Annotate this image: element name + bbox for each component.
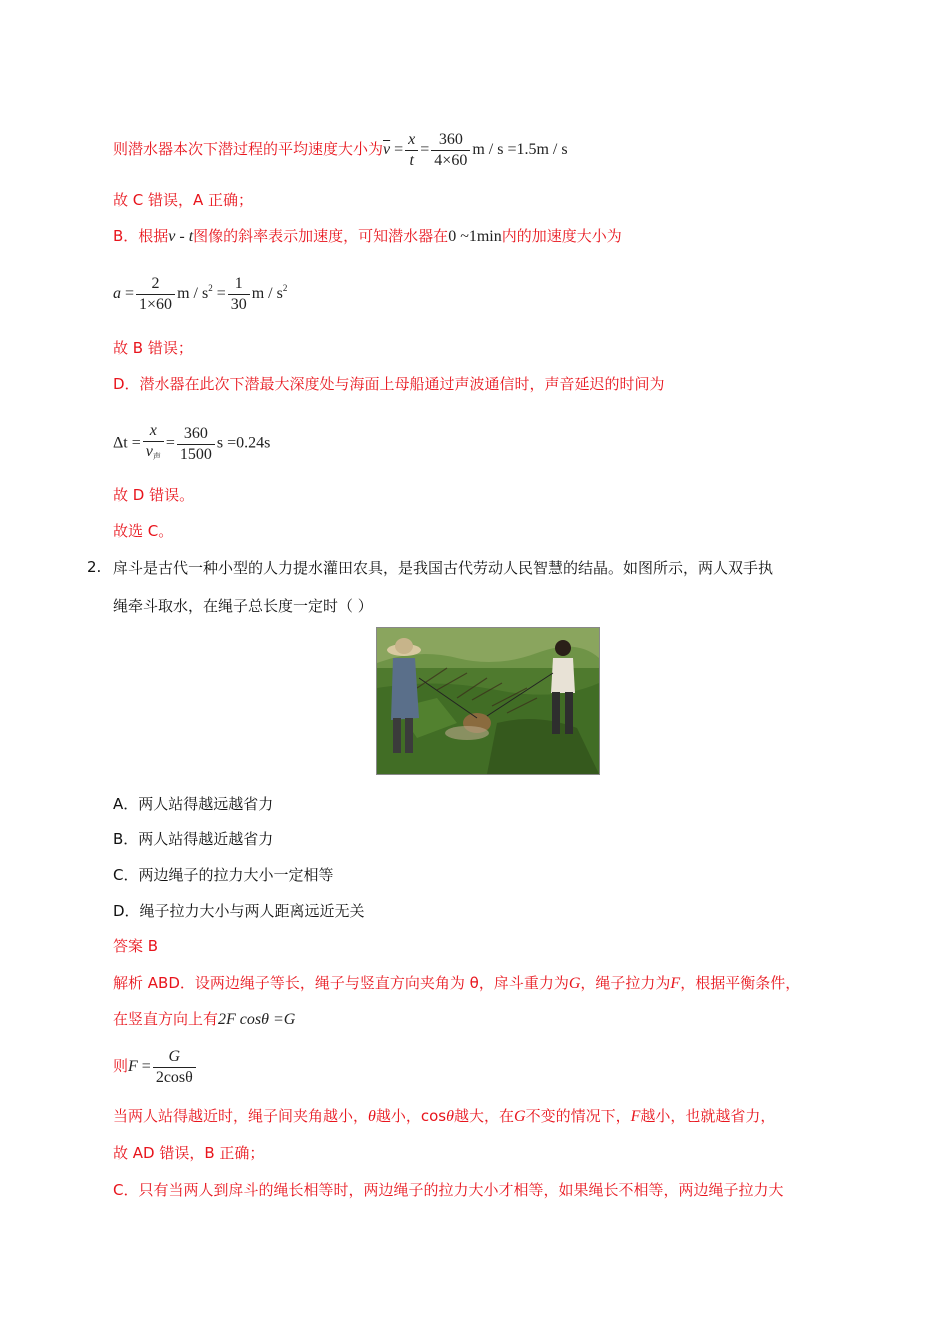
denominator: 2cosθ (155, 1069, 193, 1086)
explanation-line (113, 1009, 295, 1030)
solution-line: D．潜水器在此次下潜最大深度处与海面上母船通过声波通信时，声音延迟的时间为 (113, 375, 665, 393)
solution-text: 内的加速度大小为 (501, 227, 622, 245)
solution-line: 故 B 错误； (113, 339, 193, 357)
solution-line: 故选 C。 (113, 522, 174, 540)
question-stem: 戽斗是古代一种小型的人力提水灌田农具，是我国古代劳动人民智慧的结晶。如图所示，两人双手执 (113, 559, 774, 577)
explanation-text: 不变的情况下， (525, 1107, 631, 1125)
fraction-x-over-v (143, 421, 164, 467)
numerator: 360 (177, 424, 215, 445)
numerator: G (153, 1047, 196, 1068)
explanation-line: C．只有当两人到戽斗的绳长相等时，两边绳子的拉力大小才相等，如果绳长不相等，两边绳子拉力大 (113, 1181, 784, 1199)
var-theta: θ (368, 1108, 376, 1125)
solution-line: 故 C 错误，A 正确； (113, 191, 254, 209)
superscript: 2 (282, 283, 288, 294)
formula-time-range: 0 ~1min (448, 228, 502, 245)
equals: = (394, 141, 404, 159)
denominator: 1×60 (139, 296, 173, 313)
solution-text: 则潜水器本次下潜过程的平均速度大小为 (113, 140, 384, 159)
denominator: 1500 (179, 445, 212, 463)
denominator: t (409, 152, 414, 169)
var-g: G (568, 975, 581, 992)
explanation-text: 越小，也就越省力， (640, 1107, 776, 1125)
explanation-text: 解析 ABD．设两边绳子等长，绳子与竖直方向夹角为 θ，戽斗重力为 (113, 974, 569, 992)
explanation-text: 越大，在 (453, 1107, 514, 1125)
formula-v-t: v - t (168, 228, 194, 245)
var-theta: θ (446, 1108, 454, 1125)
denominator: 4×60 (434, 152, 468, 169)
explanation-text: ，绳子拉力为 (580, 974, 671, 992)
var-f: F (128, 1058, 138, 1076)
option-c: C．两边绳子的拉力大小一定相等 (113, 866, 334, 884)
var-f: F (630, 1108, 641, 1125)
question-stem: 绳牵斗取水，在绳子总长度一定时（ ） (113, 597, 373, 615)
option-d: D．绳子拉力大小与两人距离远近无关 (113, 902, 365, 920)
denominator: v (145, 443, 153, 460)
explanation-text: 则 (113, 1057, 129, 1076)
question-number: 2. (87, 558, 102, 576)
explanation-line (113, 1106, 775, 1127)
answer-label: 答案 B (113, 937, 159, 955)
option-a: A．两人站得越远越省力 (113, 795, 274, 813)
explanation-line: 故 AD 错误，B 正确； (113, 1144, 265, 1162)
explanation-text: 越小，cos (375, 1107, 447, 1125)
fraction-x-over-t (405, 130, 418, 171)
var-v-bar: $\overline{v}$ (383, 141, 391, 159)
unit: m / s (251, 285, 283, 303)
fraction-2-over-60 (136, 274, 175, 315)
fraction-360-over-240 (431, 130, 470, 171)
explanation-text: ，根据平衡条件， (680, 974, 801, 992)
equals: = (125, 285, 135, 303)
equals: = (165, 434, 175, 452)
formula-delay-time (113, 421, 270, 467)
solution-line: 故 D 错误。 (113, 486, 195, 504)
formula-result: m / s =1.5m / s (472, 141, 568, 159)
equals: = (141, 1058, 151, 1076)
formula-result: s =0.24s (216, 434, 271, 452)
solution-text: 图像的斜率表示加速度，可知潜水器在 (193, 227, 449, 245)
numerator: x (143, 421, 164, 442)
equals: = (420, 141, 430, 159)
subscript: 声 (152, 452, 161, 461)
explanation-text: 当两人站得越近时，绳子间夹角越小， (113, 1107, 369, 1125)
farmers-bucket-photo (376, 627, 600, 775)
explanation-line (113, 973, 800, 994)
solution-line-average-speed (113, 130, 568, 171)
fraction-g-over-2cos (153, 1047, 196, 1088)
solution-line-option-b (113, 226, 622, 247)
unit: m / s (177, 285, 209, 303)
var-a: a (113, 285, 121, 303)
formula-acceleration (113, 274, 287, 315)
fraction-1-over-30 (228, 274, 250, 315)
option-b: B．两人站得越近越省力 (113, 830, 274, 848)
fraction-360-over-1500 (177, 424, 215, 465)
formula-balance: 2F cosθ =G (218, 1011, 296, 1028)
numerator: 2 (136, 274, 175, 295)
var-f: F (670, 975, 681, 992)
solution-text: B．根据 (113, 227, 169, 245)
numerator: x (405, 130, 418, 151)
equals: = (216, 285, 226, 303)
explanation-line-formula (113, 1047, 198, 1088)
numerator: 360 (431, 130, 470, 151)
denominator: 30 (230, 296, 247, 313)
var-delta-t: Δt (113, 434, 128, 452)
var-g: G (514, 1108, 526, 1125)
numerator: 1 (228, 274, 250, 295)
superscript: 2 (208, 283, 213, 294)
equals: = (131, 434, 141, 452)
explanation-text: 在竖直方向上有 (113, 1010, 219, 1028)
